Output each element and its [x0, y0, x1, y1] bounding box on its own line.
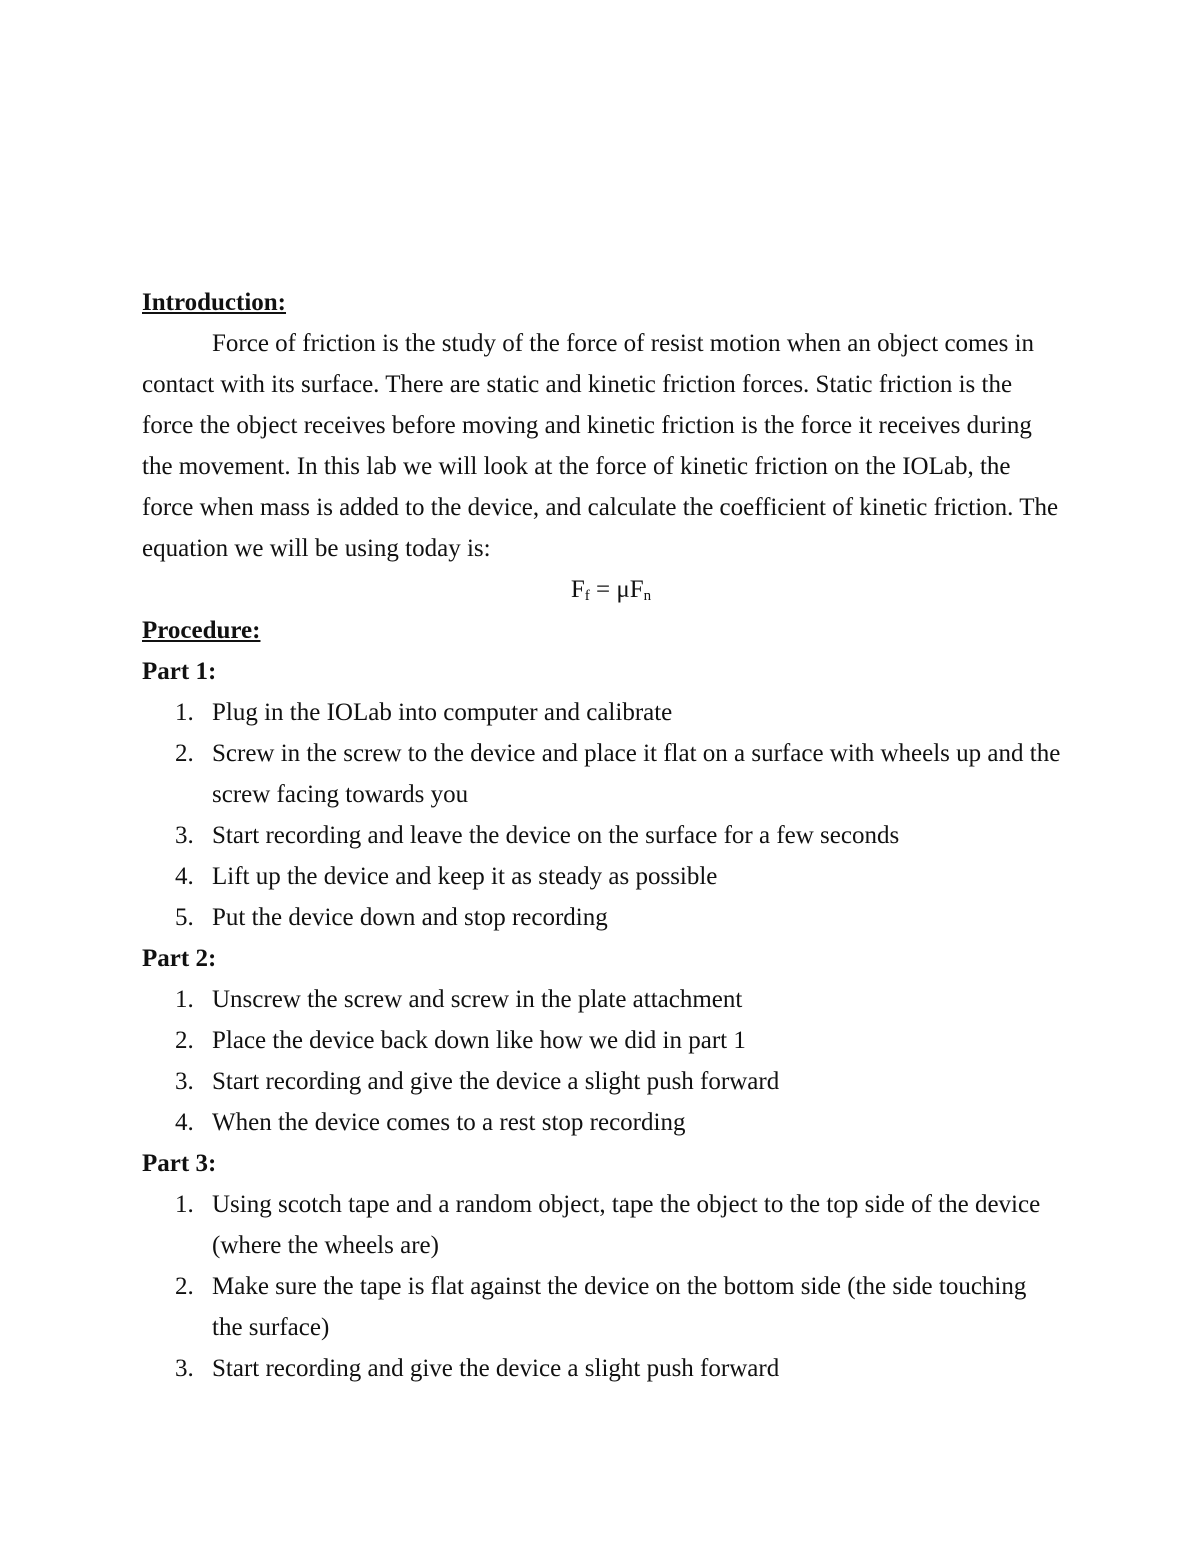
- list-item: [142, 1102, 1062, 1143]
- step-number: 1.: [175, 699, 194, 726]
- step-text: Start recording and give the device a slight push forward: [212, 1355, 780, 1382]
- step-text: Start recording and leave the device on the surface for a few seconds: [212, 822, 900, 849]
- list-item: [142, 692, 1062, 733]
- step-text: Plug in the IOLab into computer and calibrate: [212, 699, 673, 726]
- list-item: [142, 1184, 1062, 1266]
- step-number: 1.: [175, 986, 194, 1013]
- equation-rhs-subscript: n: [643, 588, 652, 604]
- equation-lhs: F: [570, 576, 585, 603]
- document-body: [142, 282, 1062, 1389]
- step-number: 3.: [175, 1355, 194, 1382]
- step-number: 3.: [175, 822, 194, 849]
- procedure-heading: Procedure:: [142, 617, 261, 644]
- list-item: [142, 815, 1062, 856]
- part-2-heading: Part 2:: [142, 945, 217, 972]
- equation-mu: μ: [616, 576, 630, 603]
- step-text: Lift up the device and keep it as steady as possible: [212, 863, 718, 890]
- part-1-steps: [142, 692, 1062, 938]
- list-item: [142, 1266, 1062, 1348]
- step-number: 4.: [175, 1109, 194, 1136]
- step-number: 3.: [175, 1068, 194, 1095]
- friction-equation: [142, 569, 1062, 610]
- list-item: [142, 897, 1062, 938]
- step-number: 5.: [175, 904, 194, 931]
- list-item: [142, 1061, 1062, 1102]
- equation-operator: =: [589, 576, 617, 603]
- introduction-heading: Introduction:: [142, 289, 287, 316]
- equation-lhs-subscript: f: [584, 588, 590, 604]
- step-number: 2.: [175, 1273, 194, 1300]
- list-item: [142, 1348, 1062, 1389]
- step-text: Make sure the tape is flat against the device on the bottom side (the side touching the surface): [212, 1273, 1027, 1341]
- step-text: Place the device back down like how we did in part 1: [212, 1027, 746, 1054]
- list-item: [142, 1020, 1062, 1061]
- introduction-paragraph: Force of friction is the study of the force of resist motion when an object comes in contact with its surface. There are static and kinetic friction forces. Static friction is the force the object receives before moving and kinetic friction is the force it receives during the movement. In this lab we will look at the force of kinetic friction on the IOLab, the force when mass is added to the device, and calculate the coefficient of kinetic friction. The equation we will be using today is:: [142, 330, 1059, 562]
- list-item: [142, 733, 1062, 815]
- step-number: 2.: [175, 740, 194, 767]
- step-number: 4.: [175, 863, 194, 890]
- step-text: Start recording and give the device a slight push forward: [212, 1068, 780, 1095]
- step-text: Using scotch tape and a random object, tape the object to the top side of the device (where the wheels are): [212, 1191, 1041, 1259]
- list-item: [142, 856, 1062, 897]
- part-3-steps: [142, 1184, 1062, 1389]
- step-number: 1.: [175, 1191, 194, 1218]
- step-text: Screw in the screw to the device and place it flat on a surface with wheels up and the screw facing towards you: [212, 740, 1061, 808]
- equation-rhs: F: [629, 576, 644, 603]
- list-item: [142, 979, 1062, 1020]
- step-text: Unscrew the screw and screw in the plate attachment: [212, 986, 743, 1013]
- part-1-heading: Part 1:: [142, 658, 217, 685]
- part-2-steps: [142, 979, 1062, 1143]
- step-text: When the device comes to a rest stop recording: [212, 1109, 686, 1136]
- step-text: Put the device down and stop recording: [212, 904, 608, 931]
- step-number: 2.: [175, 1027, 194, 1054]
- part-3-heading: Part 3:: [142, 1150, 217, 1177]
